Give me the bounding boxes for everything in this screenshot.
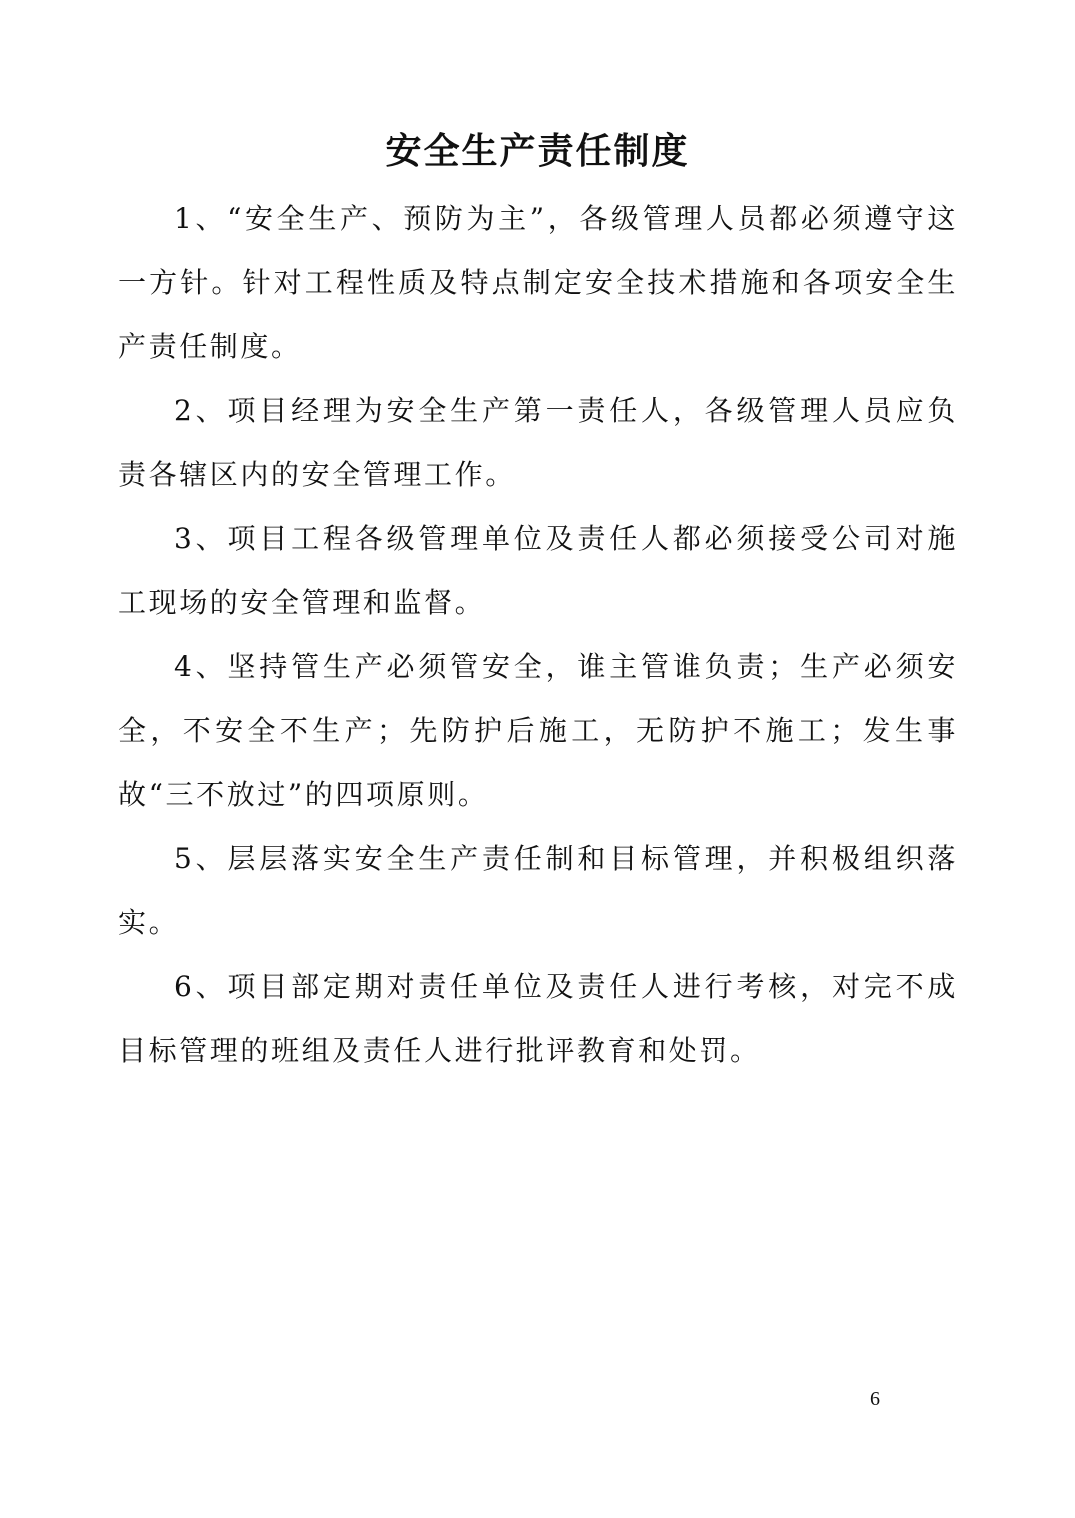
page-number: 6 [870, 1388, 880, 1410]
paragraph-1: 1、“安全生产、预防为主”，各级管理人员都必须遵守这一方针。针对工程性质及特点制定安全技术措施和各项安全生产责任制度。 [118, 202, 958, 363]
document-body [118, 187, 958, 1083]
paragraph-2: 2、项目经理为安全生产第一责任人，各级管理人员应负责各辖区内的安全管理工作。 [118, 394, 958, 491]
paragraph-3: 3、项目工程各级管理单位及责任人都必须接受公司对施工现场的安全管理和监督。 [118, 522, 958, 619]
paragraph-4: 4、坚持管生产必须管安全，谁主管谁负责；生产必须安全，不安全不生产；先防护后施工，无防护不施工；发生事故“三不放过”的四项原则。 [118, 650, 958, 811]
document-title: 安全生产责任制度 [385, 131, 690, 172]
paragraph-5: 5、层层落实安全生产责任制和目标管理，并积极组织落实。 [118, 842, 958, 939]
paragraph-6: 6、项目部定期对责任单位及责任人进行考核，对完不成目标管理的班组及责任人进行批评教育和处罚。 [118, 970, 958, 1067]
